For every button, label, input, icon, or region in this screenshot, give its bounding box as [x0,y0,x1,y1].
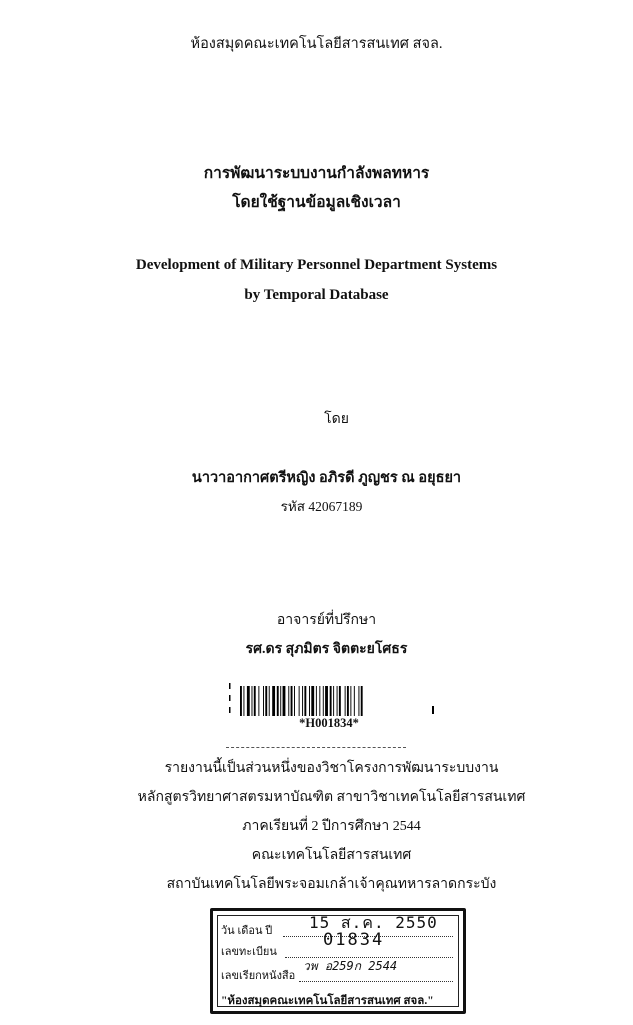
barcode-bar [269,686,270,716]
barcode-bar [254,686,256,716]
statement-line-3: ภาคเรียนที่ 2 ปีการศึกษา 2544 [242,819,421,834]
barcode-bar [294,686,295,716]
thai-title-line-1: การพัฒนาระบบงานกำลังพลทหาร [203,165,430,182]
barcode-bar [277,686,279,716]
barcode-sticker [236,686,422,734]
barcode-code: *H001834* [299,716,359,730]
barcode-bar [302,686,303,716]
barcode-bar [247,686,250,716]
barcode-bar [309,686,310,716]
barcode-bar [319,686,320,716]
stamp-call-number-dots [299,981,453,982]
thai-title-line-2: โดยใช้ฐานข้อมูลเชิงเวลา [232,194,401,211]
barcode-bar [252,686,253,716]
barcode-bar [240,686,242,716]
barcode-bar [325,686,328,716]
author-name: นาวาอากาศตรีหญิง อภิรดี ภูญชร ณ อยุธยา [191,470,462,486]
barcode-edge-marks [228,683,231,713]
stamp-call-number-row [221,966,295,984]
barcode-bar [291,686,293,716]
barcode-bar [333,686,334,716]
barcode-bar [243,686,244,716]
barcode-bar [354,686,355,716]
english-title-line-1: Development of Military Personnel Department Systems [135,257,498,273]
stamp-date-label: วัน เดือน ปี [221,925,273,937]
stamp-date-row [221,921,272,939]
barcode-bar [361,686,363,716]
student-id: รหัส 42067189 [280,499,363,514]
english-title-line-2: by Temporal Database [244,287,389,303]
barcode-bar [347,686,349,716]
advisor-label: อาจารย์ที่ปรึกษา [276,613,377,628]
barcode-bars [240,686,418,716]
library-stamp [210,908,466,1014]
barcode-edge-mark-right [432,706,434,714]
barcode-bar [288,686,289,716]
barcode-bar [316,686,317,716]
barcode-bar [265,686,267,716]
barcode-bar [280,686,281,716]
barcode-bar [272,686,275,716]
advisor-name: รศ.ดร สุภมิตร จิตตะยโศธร [245,642,408,657]
barcode-bar [339,686,341,716]
barcode-bar [258,686,259,716]
barcode-bar [345,686,346,716]
barcode-divider [226,747,406,749]
stamp-register-value: 01834 [323,930,385,950]
statement-line-1: รายงานนี้เป็นส่วนหนึ่งของวิชาโครงการพัฒนาระบบงาน [164,761,499,776]
by-label: โดย [324,412,349,427]
barcode-bar [299,686,300,716]
stamp-library-name: "ห้องสมุดคณะเทคโนโลยีสารสนเทศ สจล." [221,995,434,1007]
statement-line-5: สถาบันเทคโนโลยีพระจอมเกล้าเจ้าคุณทหารลาดกระบัง [166,877,497,892]
barcode-bar [337,686,338,716]
barcode-bar [330,686,332,716]
library-header: ห้องสมุดคณะเทคโนโลยีสารสนเทศ สจล. [190,36,443,52]
stamp-register-row [221,942,277,960]
barcode-bar [283,686,286,716]
stamp-register-label: เลขทะเบียน [221,946,277,958]
barcode-bar [304,686,306,716]
stamp-call-number-label: เลขเรียกหนังสือ [221,970,296,982]
statement-line-2: หลักสูตรวิทยาศาสตรมหาบัณฑิต สาขาวิชาเทคโนโลยีสารสนเทศ [137,790,526,805]
stamp-date-value: 15 ส.ค. 2550 [309,913,438,932]
barcode-bar [311,686,314,716]
barcode-bar [263,686,264,716]
barcode-bar [358,686,359,716]
barcode-bar [323,686,324,716]
statement-line-4: คณะเทคโนโลยีสารสนเทศ [251,848,412,863]
stamp-call-number-value: วพ อ259ก 2544 [303,959,398,973]
barcode-bar [350,686,351,716]
